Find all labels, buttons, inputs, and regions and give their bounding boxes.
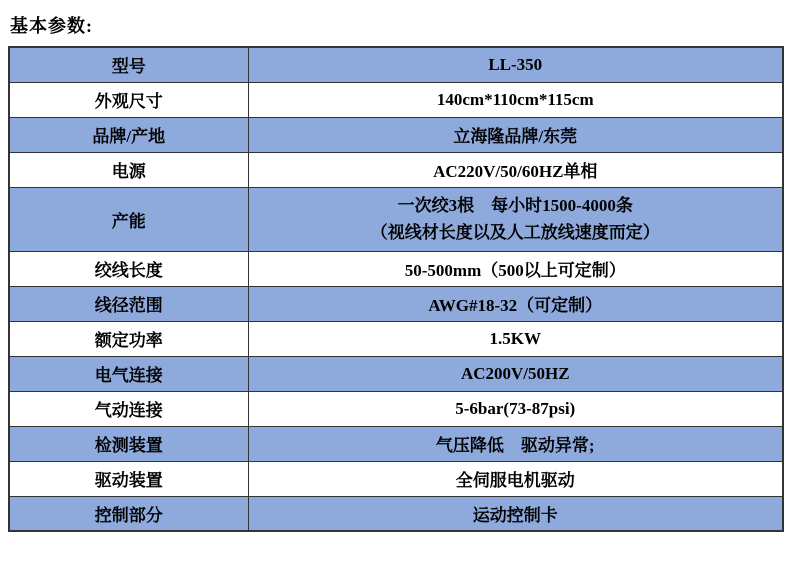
param-label: 线径范围 bbox=[9, 286, 248, 321]
param-value: 1.5KW bbox=[248, 321, 783, 356]
table-row-pneumatic-connection bbox=[9, 391, 783, 426]
param-label: 控制部分 bbox=[9, 496, 248, 531]
table-row-control-section bbox=[9, 496, 783, 531]
param-value bbox=[248, 187, 783, 251]
param-label: 电源 bbox=[9, 152, 248, 187]
table-row-electrical-connection bbox=[9, 356, 783, 391]
param-value: 全伺服电机驱动 bbox=[248, 461, 783, 496]
param-label: 外观尺寸 bbox=[9, 82, 248, 117]
table-row-twist-length bbox=[9, 251, 783, 286]
param-value: 立海隆品牌/东莞 bbox=[248, 117, 783, 152]
table-row-dimensions bbox=[9, 82, 783, 117]
param-label: 品牌/产地 bbox=[9, 117, 248, 152]
table-row-brand-origin bbox=[9, 117, 783, 152]
param-value: AC220V/50/60HZ单相 bbox=[248, 152, 783, 187]
page-title: 基本参数: bbox=[10, 16, 93, 36]
param-value-line: （视线材长度以及人工放线速度而定） bbox=[370, 223, 660, 242]
table-row-detection-device bbox=[9, 426, 783, 461]
param-value: 5-6bar(73-87psi) bbox=[248, 391, 783, 426]
param-label: 绞线长度 bbox=[9, 251, 248, 286]
param-value-line: 一次绞3根 每小时1500-4000条 bbox=[397, 196, 633, 215]
param-label: 气动连接 bbox=[9, 391, 248, 426]
param-value: AWG#18-32（可定制） bbox=[248, 286, 783, 321]
param-value: LL-350 bbox=[248, 47, 783, 82]
table-row-model bbox=[9, 47, 783, 82]
table-row-wire-gauge bbox=[9, 286, 783, 321]
table-row-power-supply bbox=[9, 152, 783, 187]
param-label: 电气连接 bbox=[9, 356, 248, 391]
param-value: 运动控制卡 bbox=[248, 496, 783, 531]
param-label: 型号 bbox=[9, 47, 248, 82]
table-row-capacity bbox=[9, 187, 783, 251]
param-value: 气压降低 驱动异常; bbox=[248, 426, 783, 461]
table-row-drive-device bbox=[9, 461, 783, 496]
param-value: AC200V/50HZ bbox=[248, 356, 783, 391]
param-label: 驱动装置 bbox=[9, 461, 248, 496]
table-row-rated-power bbox=[9, 321, 783, 356]
param-value: 140cm*110cm*115cm bbox=[248, 82, 783, 117]
param-label: 额定功率 bbox=[9, 321, 248, 356]
param-value: 50-500mm（500以上可定制） bbox=[248, 251, 783, 286]
spec-table bbox=[8, 46, 784, 532]
param-label: 产能 bbox=[9, 187, 248, 251]
param-label: 检测装置 bbox=[9, 426, 248, 461]
